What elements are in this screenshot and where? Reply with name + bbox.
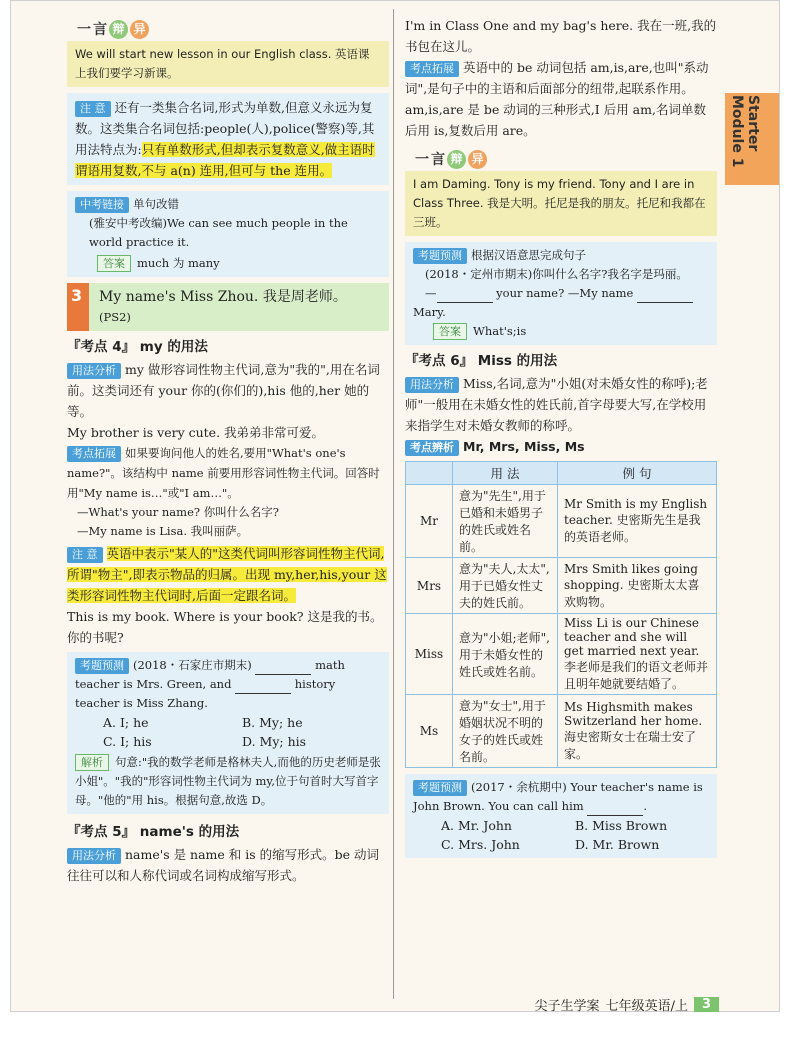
table-header: 例 句: [558, 462, 717, 485]
yiyan-circle: 异: [468, 150, 487, 169]
yiyan-char: 言: [431, 152, 445, 168]
note-2: [67, 543, 389, 606]
analysis-tag: 解析: [75, 754, 109, 771]
yiyan-box: [405, 171, 717, 236]
kaodian-4-title: 『考点 4』 my 的用法: [67, 339, 208, 355]
zhongkao-answer: much 为 many: [137, 256, 220, 270]
note-tag: 注 意: [75, 101, 111, 117]
extension-tag: 考点拓展: [67, 446, 121, 462]
table-cell: Miss Li is our Chinese teacher and she will get married next year. 李老师是我们的语文老师并且明年她就要结婚了。: [558, 614, 717, 695]
yiyan-char: 言: [93, 22, 107, 38]
yiyan-badge: [415, 149, 717, 169]
yiyan-badge: [77, 19, 389, 39]
zhongkao-tag: 中考链接: [75, 197, 129, 213]
option: A. I; he: [103, 715, 149, 730]
table-cell: Miss: [406, 614, 453, 695]
section-3-header: [67, 283, 389, 331]
zhongkao-box: [67, 191, 389, 277]
table-header-row: [406, 462, 717, 485]
yiyan-char: 一: [415, 152, 429, 168]
left-column: [67, 19, 389, 886]
table-cell: 意为"小姐;老师",用于未婚女性的姓氏或姓名前。: [453, 614, 558, 695]
document-page: [10, 0, 780, 1012]
answer-tag: 答案: [97, 255, 131, 272]
example-sentence: —What's your name? 你叫什么名字?: [77, 505, 279, 519]
grade-label: 七年级英语/上: [605, 999, 688, 1014]
table-cell: Ms: [406, 695, 453, 768]
option: D. Mr. Brown: [575, 837, 660, 852]
question-title: 根据汉语意思完成句子: [471, 248, 586, 262]
section-number: 3: [71, 286, 83, 305]
yiyan-circle: 异: [130, 20, 149, 39]
note-tag: 注 意: [67, 547, 103, 563]
example-sentence: —My name is Lisa. 我叫丽萨。: [77, 524, 249, 538]
prediction-tag: 考题预测: [75, 658, 129, 674]
question-text: Mary.: [413, 305, 446, 319]
distinction-tag: 考点辨析: [405, 440, 459, 456]
answer-blank: [235, 681, 291, 694]
table-cell: Mr Smith is my English teacher. 史密斯先生是我的英语老师。: [558, 485, 717, 558]
option: C. Mrs. John: [441, 837, 520, 852]
extension-text: 如果要询问他人的姓名,要用"What's one's name?"。该结构中 name 前要用形容词性物主代词。回答时用"My name is…"或"I am…"。: [67, 446, 380, 500]
kaodian-4-text: my 做形容词性物主代词,意为"我的",用在名词前。这类词还有 your 你的(你们的),his 他的,her 她的等。: [67, 362, 380, 419]
option: D. My; his: [242, 734, 307, 749]
note-highlight: 只有单数形式,但却表示复数意义,做主语时谓语用复数,不与 a(n) 连用,但可与 the 连用。: [75, 142, 375, 178]
usage-tag: 用法分析: [67, 848, 121, 864]
answer-blank: [587, 803, 643, 816]
note-box: [67, 93, 389, 185]
zhongkao-title: 单句改错: [133, 197, 179, 211]
kaodian-6-title: 『考点 6』 Miss 的用法: [405, 353, 558, 369]
right-column: [405, 15, 717, 858]
options: [413, 816, 709, 854]
zhongkao-text: (雅安中考改编)We can see much people in the world practice it.: [89, 216, 348, 249]
yiyan-circle: 辩: [109, 20, 128, 39]
question-text: history teacher is Miss Zhang.: [75, 677, 336, 710]
module-side-tab: [725, 93, 779, 185]
table-row: [406, 558, 717, 614]
note-text: 还有一类集合名词,形式为单数,但意义永远为复数。这类集合名词包括:people(人),police(警察)等,其用法特点为:: [75, 100, 375, 157]
answer-tag: 答案: [433, 323, 467, 340]
analysis-text: 句意:"我的数学老师是格林夫人,而他的历史老师是张小姐"。"我的"形容词性物主代词为 my,位于句首时大写首字母。"他的"用 his。根据句意,故选 D。: [75, 755, 381, 807]
column-divider: [393, 9, 394, 999]
table-cell: 意为"先生",用于已婚和未婚男子的姓氏或姓名前。: [453, 485, 558, 558]
yiyan-char: 一: [77, 22, 91, 38]
page-number: 3: [694, 997, 719, 1012]
usage-table: [405, 461, 717, 768]
extension-tag: 考点拓展: [405, 61, 459, 77]
usage-tag: 用法分析: [67, 363, 121, 379]
answer-blank: [437, 290, 493, 303]
yiyan-text: I am Daming. Tony is my friend. Tony and I are in Class Three. 我是大明。托尼是我的朋友。托尼和我都在三班。: [413, 177, 706, 229]
question-text: (2017・余杭期中) Your teacher's name is John Brown. You can call him: [413, 780, 703, 813]
question-text: math teacher is Mrs. Green, and: [75, 658, 345, 691]
prediction-box: 考题预测 (2017・余杭期中) Your teacher's name is John Brown. You can call him . A. Mr. John B. Miss Brown C. Mrs. John D. Mr. Brown: [405, 774, 717, 858]
table-cell: Mr: [406, 485, 453, 558]
table-row: [406, 695, 717, 768]
prediction-box: [405, 242, 717, 345]
table-cell: Mrs: [406, 558, 453, 614]
table-row: [406, 485, 717, 558]
note-highlight: 英语中表示"某人的"这类代词叫形容词性物主代词,所谓"物主",即表示物品的归属。出现 my,her,his,your 这类形容词性物主代词时,后面一定跟名词。: [67, 546, 387, 603]
example-sentence: I'm in Class One and my bag's here. 我在一班,我的书包在这儿。: [405, 18, 717, 54]
book-title: 尖子生学案: [534, 999, 600, 1014]
section-sub: (PS2): [99, 310, 131, 324]
question-source: (2018・石家庄市期末): [133, 658, 252, 672]
table-header: 用 法: [453, 462, 558, 485]
example-sentence: My brother is very cute. 我弟弟非常可爱。: [67, 425, 325, 440]
options: [75, 713, 381, 751]
table-row: [406, 614, 717, 695]
option: A. Mr. John: [441, 818, 512, 833]
section-title: My name's Miss Zhou. 我是周老师。: [99, 289, 347, 305]
module-tab-label: Starter Module 1: [729, 95, 761, 168]
dash: —: [425, 286, 437, 300]
option: B. Miss Brown: [575, 818, 668, 833]
answer-blank: [255, 662, 311, 675]
prediction-tag: 考题预测: [413, 780, 467, 796]
prediction-box: [67, 652, 389, 814]
option: C. I; his: [103, 734, 152, 749]
table-cell: Ms Highsmith makes Switzerland her home. 海史密斯女士在瑞士安了家。: [558, 695, 717, 768]
usage-tag: 用法分析: [405, 377, 459, 393]
page-footer: [535, 995, 719, 1014]
question-text: (2018・定州市期末)你叫什么名字?我名字是玛丽。: [425, 267, 688, 281]
example-sentence: This is my book. Where is your book? 这是我的书。你的书呢?: [67, 609, 383, 645]
prediction-tag: 考题预测: [413, 248, 467, 264]
distinction-title: Mr, Mrs, Miss, Ms: [463, 439, 585, 454]
table-header: [406, 462, 453, 485]
table-cell: 意为"夫人,太太",用于已婚女性丈夫的姓氏前。: [453, 558, 558, 614]
kaodian-5-title: 『考点 5』 name's 的用法: [67, 824, 240, 840]
yiyan-text: We will start new lesson in our English class. 英语课上我们要学习新课。: [75, 47, 370, 80]
question-text: your name? —My name: [496, 286, 634, 300]
table-cell: 意为"女士",用于婚姻状况不明的女子的姓氏或姓名前。: [453, 695, 558, 768]
kaodian-6-text: Miss,名词,意为"小姐(对未婚女性的称呼);老师"一般用在未婚女性的姓氏前,首字母要大写,在学校用来指学生对未婚女教师的称呼。: [405, 376, 708, 433]
yiyan-box: [67, 41, 389, 87]
option: B. My; he: [242, 715, 303, 730]
yiyan-circle: 辩: [447, 150, 466, 169]
extension-text: 英语中的 be 动词包括 am,is,are,也叫"系动词",是句子中的主语和后面部分的纽带,起联系作用。am,is,are 是 be 动词的三种形式,I 后用 am,名词单数后用 is,复数后用 are。: [405, 60, 709, 138]
answer-blank: [637, 290, 693, 303]
table-cell: Mrs Smith likes going shopping. 史密斯太太喜欢购物。: [558, 558, 717, 614]
answer-text: What's;is: [473, 324, 527, 338]
kaodian-5-text: name's 是 name 和 is 的缩写形式。be 动词往往可以和人称代词或名词构成缩写形式。: [67, 847, 380, 883]
